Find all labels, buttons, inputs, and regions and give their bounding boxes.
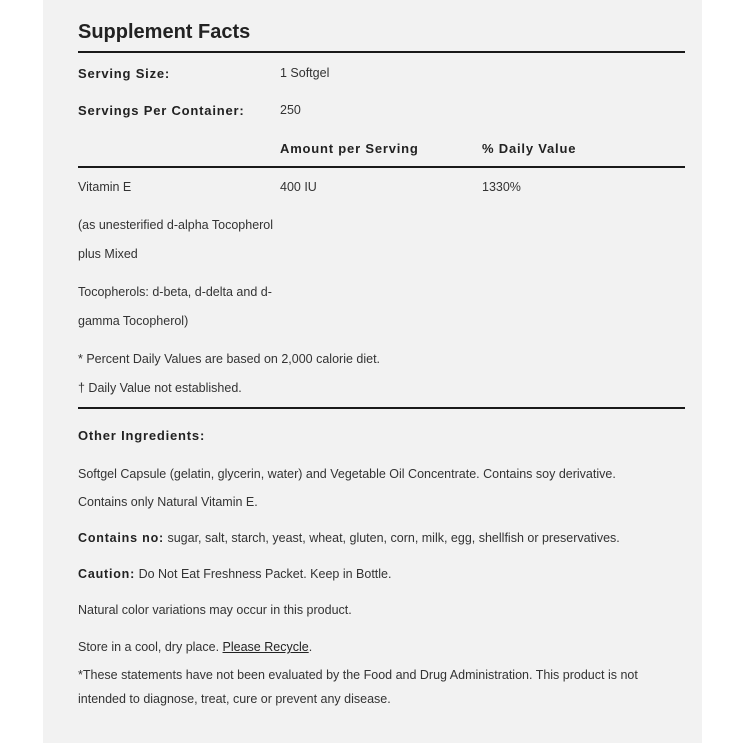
footnote-not-established: † Daily Value not established. [78, 381, 242, 395]
title-divider [78, 51, 685, 53]
contains-no-text: sugar, salt, starch, yeast, wheat, gluten, corn, milk, egg, shellfish or preservatives. [167, 531, 620, 545]
servings-per-container-value: 250 [280, 103, 301, 117]
nutrient-detail-line: plus Mixed [78, 247, 138, 261]
servings-per-container-label: Servings Per Container: [78, 103, 245, 118]
ingredients-text: Softgel Capsule (gelatin, glycerin, water) and Vegetable Oil Concentrate. Contains soy derivative. [78, 467, 616, 481]
facts-bottom-divider [78, 407, 685, 409]
contains-no-label: Contains no: [78, 531, 164, 545]
fda-disclaimer-line: *These statements have not been evaluated by the Food and Drug Administration. This product is not [78, 668, 638, 682]
please-recycle-link[interactable]: Please Recycle [222, 640, 309, 654]
storage-line [78, 640, 312, 654]
nutrient-name: Vitamin E [78, 180, 132, 194]
caution-line [78, 567, 391, 581]
page-title: Supplement Facts [78, 21, 251, 43]
header-divider [78, 166, 685, 168]
caution-label: Caution: [78, 567, 136, 581]
serving-size-label: Serving Size: [78, 66, 171, 81]
natural-vitamin-text: Contains only Natural Vitamin E. [78, 495, 258, 509]
storage-period: . [308, 640, 313, 654]
footnote-daily-values: * Percent Daily Values are based on 2,000 calorie diet. [78, 352, 381, 366]
nutrient-detail-line: Tocopherols: d-beta, d-delta and d- [78, 285, 272, 299]
color-variation-note: Natural color variations may occur in this product. [78, 603, 352, 617]
caution-text: Do Not Eat Freshness Packet. Keep in Bottle. [138, 567, 392, 581]
contains-no-line [78, 531, 620, 545]
serving-size-value: 1 Softgel [280, 66, 330, 80]
nutrient-detail-line: gamma Tocopherol) [78, 314, 189, 328]
amount-per-serving-header: Amount per Serving [280, 141, 419, 156]
daily-value-header: % Daily Value [482, 141, 577, 156]
fda-disclaimer-line: intended to diagnose, treat, cure or prevent any disease. [78, 692, 391, 706]
nutrient-daily-value: 1330% [482, 180, 521, 194]
storage-text: Store in a cool, dry place. [78, 640, 220, 654]
nutrient-detail-line: (as unesterified d-alpha Tocopherol [78, 218, 274, 232]
nutrient-amount: 400 IU [280, 180, 317, 194]
other-ingredients-heading: Other Ingredients: [78, 428, 206, 443]
